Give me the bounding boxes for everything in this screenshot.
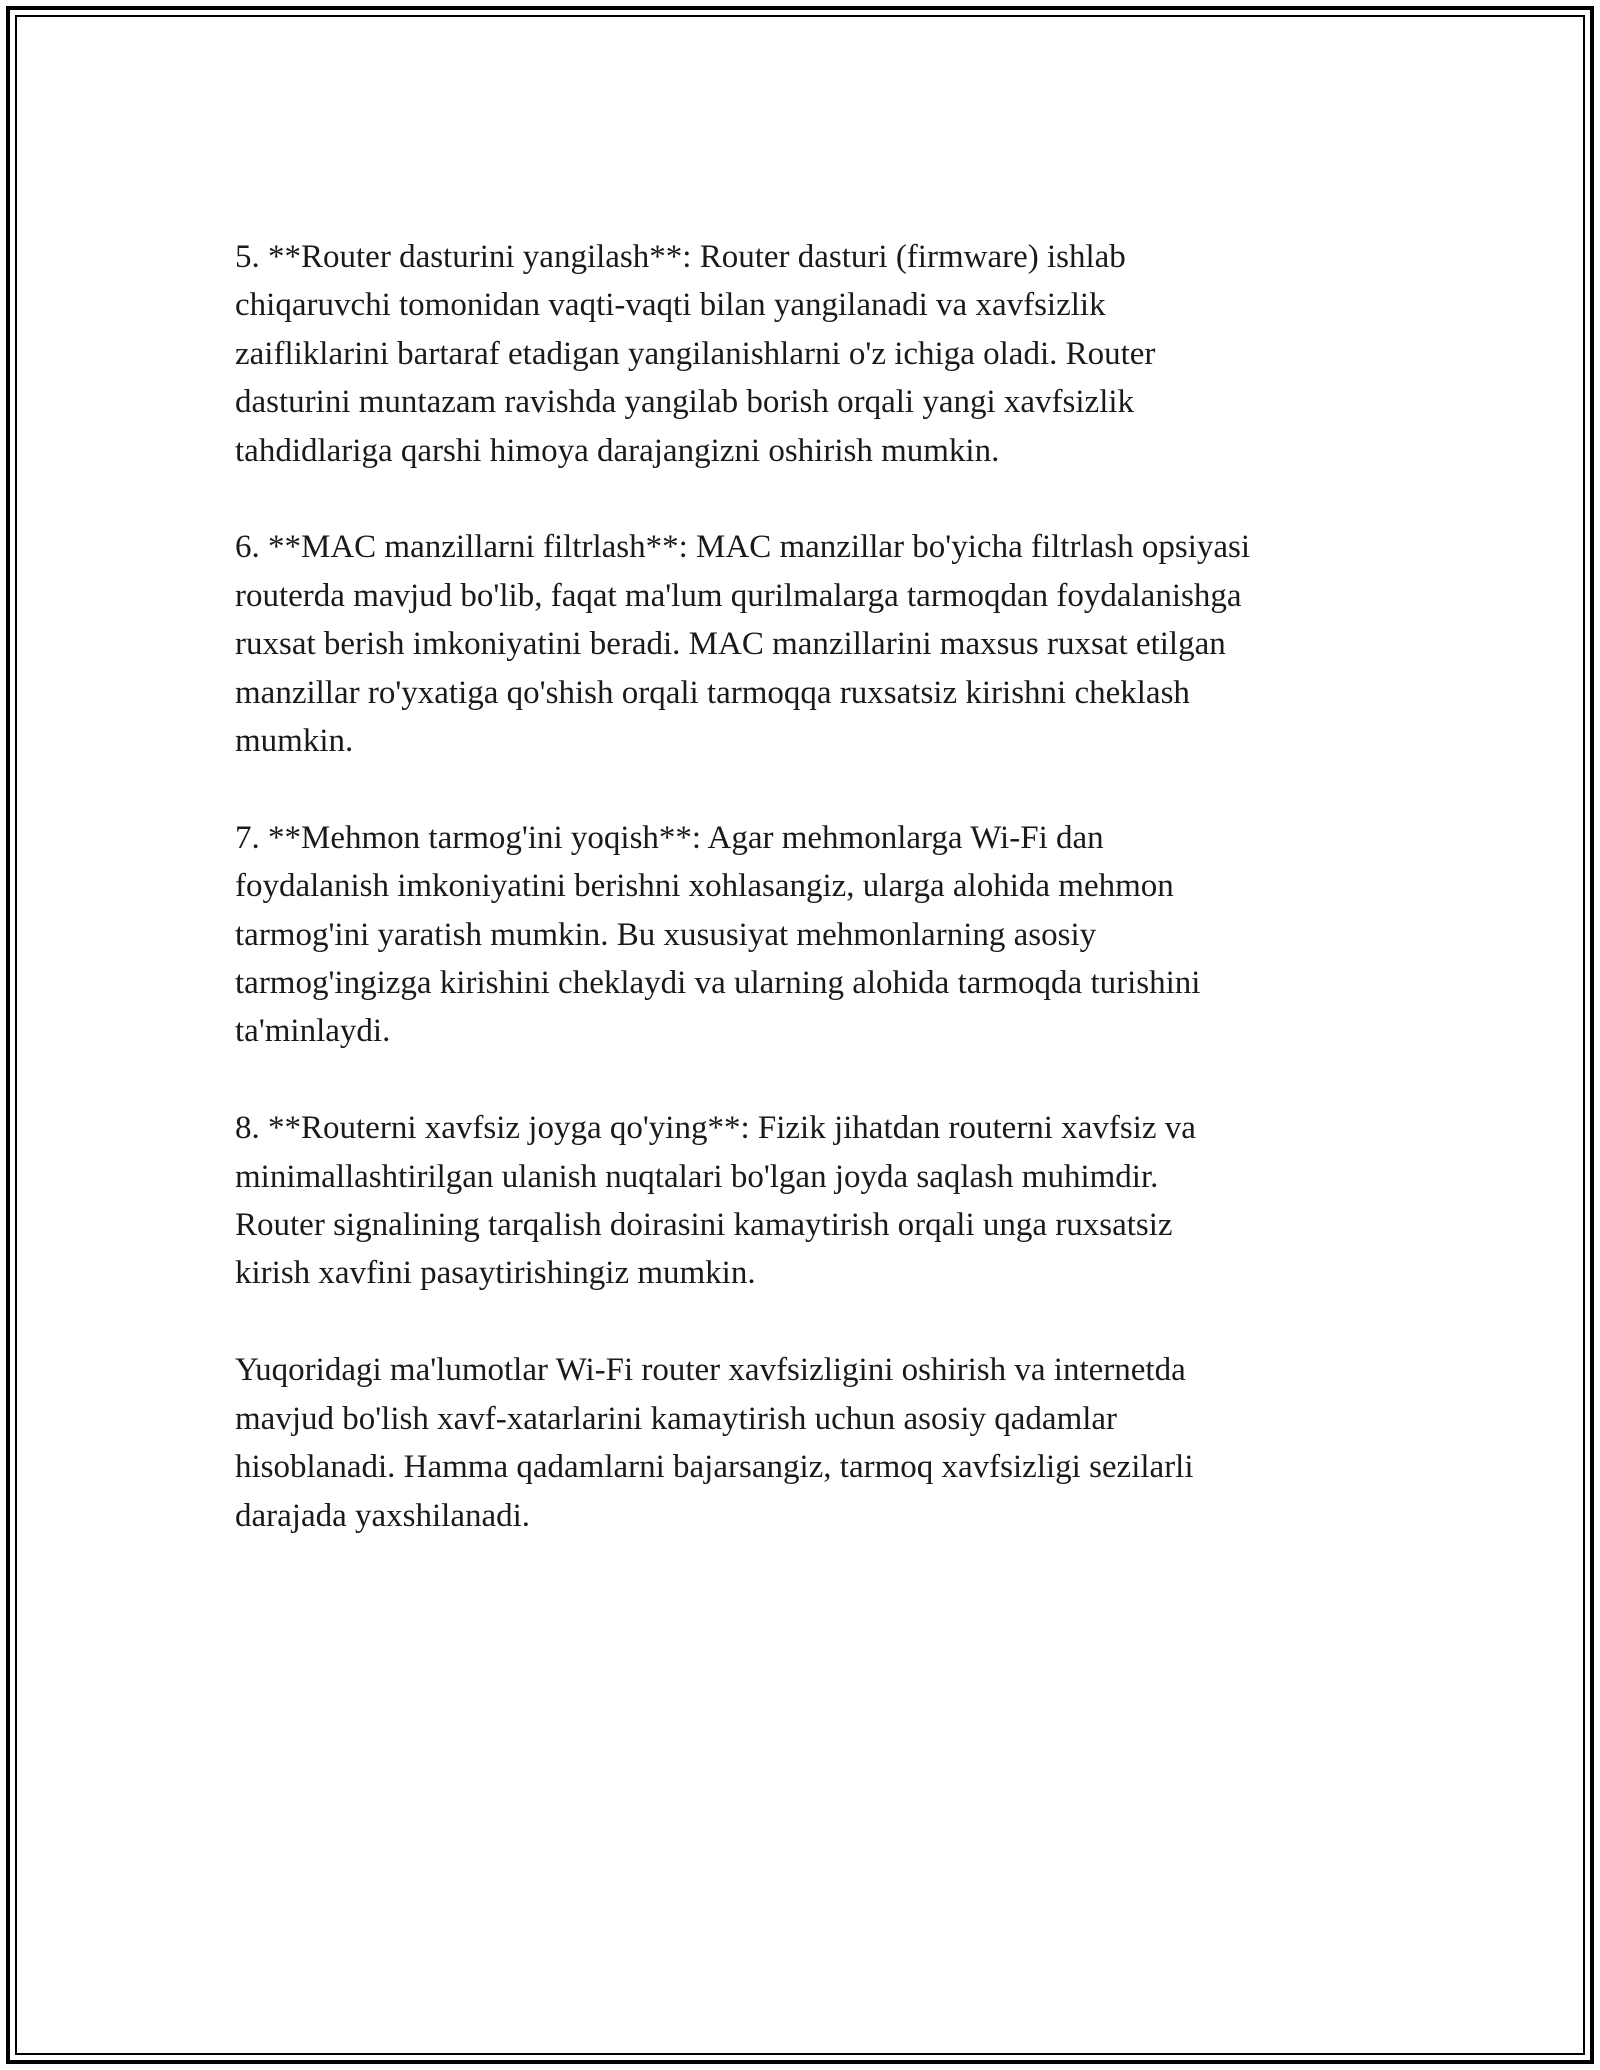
text-line: dasturini muntazam ravishda yangilab borish orqali yangi xavfsizlik — [235, 384, 1135, 421]
text-line: tahdidlariga qarshi himoya darajangizni oshirish mumkin. — [235, 432, 1000, 469]
text-line: 5. **Router dasturini yangilash**: Router dasturi (firmware) ishlab — [235, 239, 1126, 275]
paragraph-guest-network — [235, 814, 1390, 1056]
text-line: tarmog'ini yaratish mumkin. Bu xususiyat mehmonlarning asosiy — [235, 916, 1097, 953]
text-line: 7. **Mehmon tarmog'ini yoqish**: Agar mehmonlarga Wi-Fi dan — [235, 819, 1104, 856]
text-line: routerda mavjud bo'lib, faqat ma'lum qurilmalarga tarmoqdan foydalanishga — [235, 577, 1242, 614]
text-line: manzillar ro'yxatiga qo'shish orqali tarmoqqa ruxsatsiz kirishni cheklash — [235, 674, 1190, 711]
text-line: hisoblanadi. Hamma qadamlarni bajarsangiz, tarmoq xavfsizligi sezilarli — [235, 1449, 1194, 1486]
text-line: mumkin. — [235, 723, 354, 760]
text-line: chiqaruvchi tomonidan vaqti-vaqti bilan yangilanadi va xavfsizlik — [235, 287, 1106, 324]
text-line: kirish xavfini pasaytirishingiz mumkin. — [235, 1255, 756, 1292]
text-line: mavjud bo'lish xavf-xatarlarini kamaytirish uchun asosiy qadamlar — [235, 1400, 1118, 1437]
text-line: Yuqoridagi ma'lumotlar Wi-Fi router xavfsizligini oshirish va internetda — [235, 1352, 1186, 1389]
paragraph-conclusion — [235, 1346, 1390, 1540]
text-line: minimallashtirilgan ulanish nuqtalari bo'lgan joyda saqlash muhimdir. — [235, 1158, 1159, 1195]
text-line: ruxsat berish imkoniyatini beradi. MAC manzillarini maxsus ruxsat etilgan — [235, 626, 1226, 663]
text-line: 6. **MAC manzillarni filtrlash**: MAC manzillar bo'yicha filtrlash opsiyasi — [235, 529, 1251, 566]
text-line: zaifliklarini bartaraf etadigan yangilanishlarni o'z ichiga oladi. Router — [235, 335, 1156, 372]
text-line: tarmog'ingizga kirishini cheklaydi va ularning alohida tarmoqda turishini — [235, 965, 1201, 1002]
text-line: 8. **Routerni xavfsiz joyga qo'ying**: Fizik jihatdan routerni xavfsiz va — [235, 1110, 1196, 1147]
paragraph-router-firmware — [235, 233, 1390, 475]
paragraph-mac-filtering — [235, 523, 1390, 765]
text-line: foydalanish imkoniyatini berishni xohlasangiz, ularga alohida mehmon — [235, 868, 1174, 905]
text-line: Router signalining tarqalish doirasini kamaytirish orqali unga ruxsatsiz — [235, 1207, 1173, 1244]
document-body — [235, 233, 1390, 1540]
paragraph-router-placement — [235, 1104, 1390, 1298]
text-line: darajada yaxshilanadi. — [235, 1497, 531, 1534]
text-line: ta'minlaydi. — [235, 1013, 391, 1050]
